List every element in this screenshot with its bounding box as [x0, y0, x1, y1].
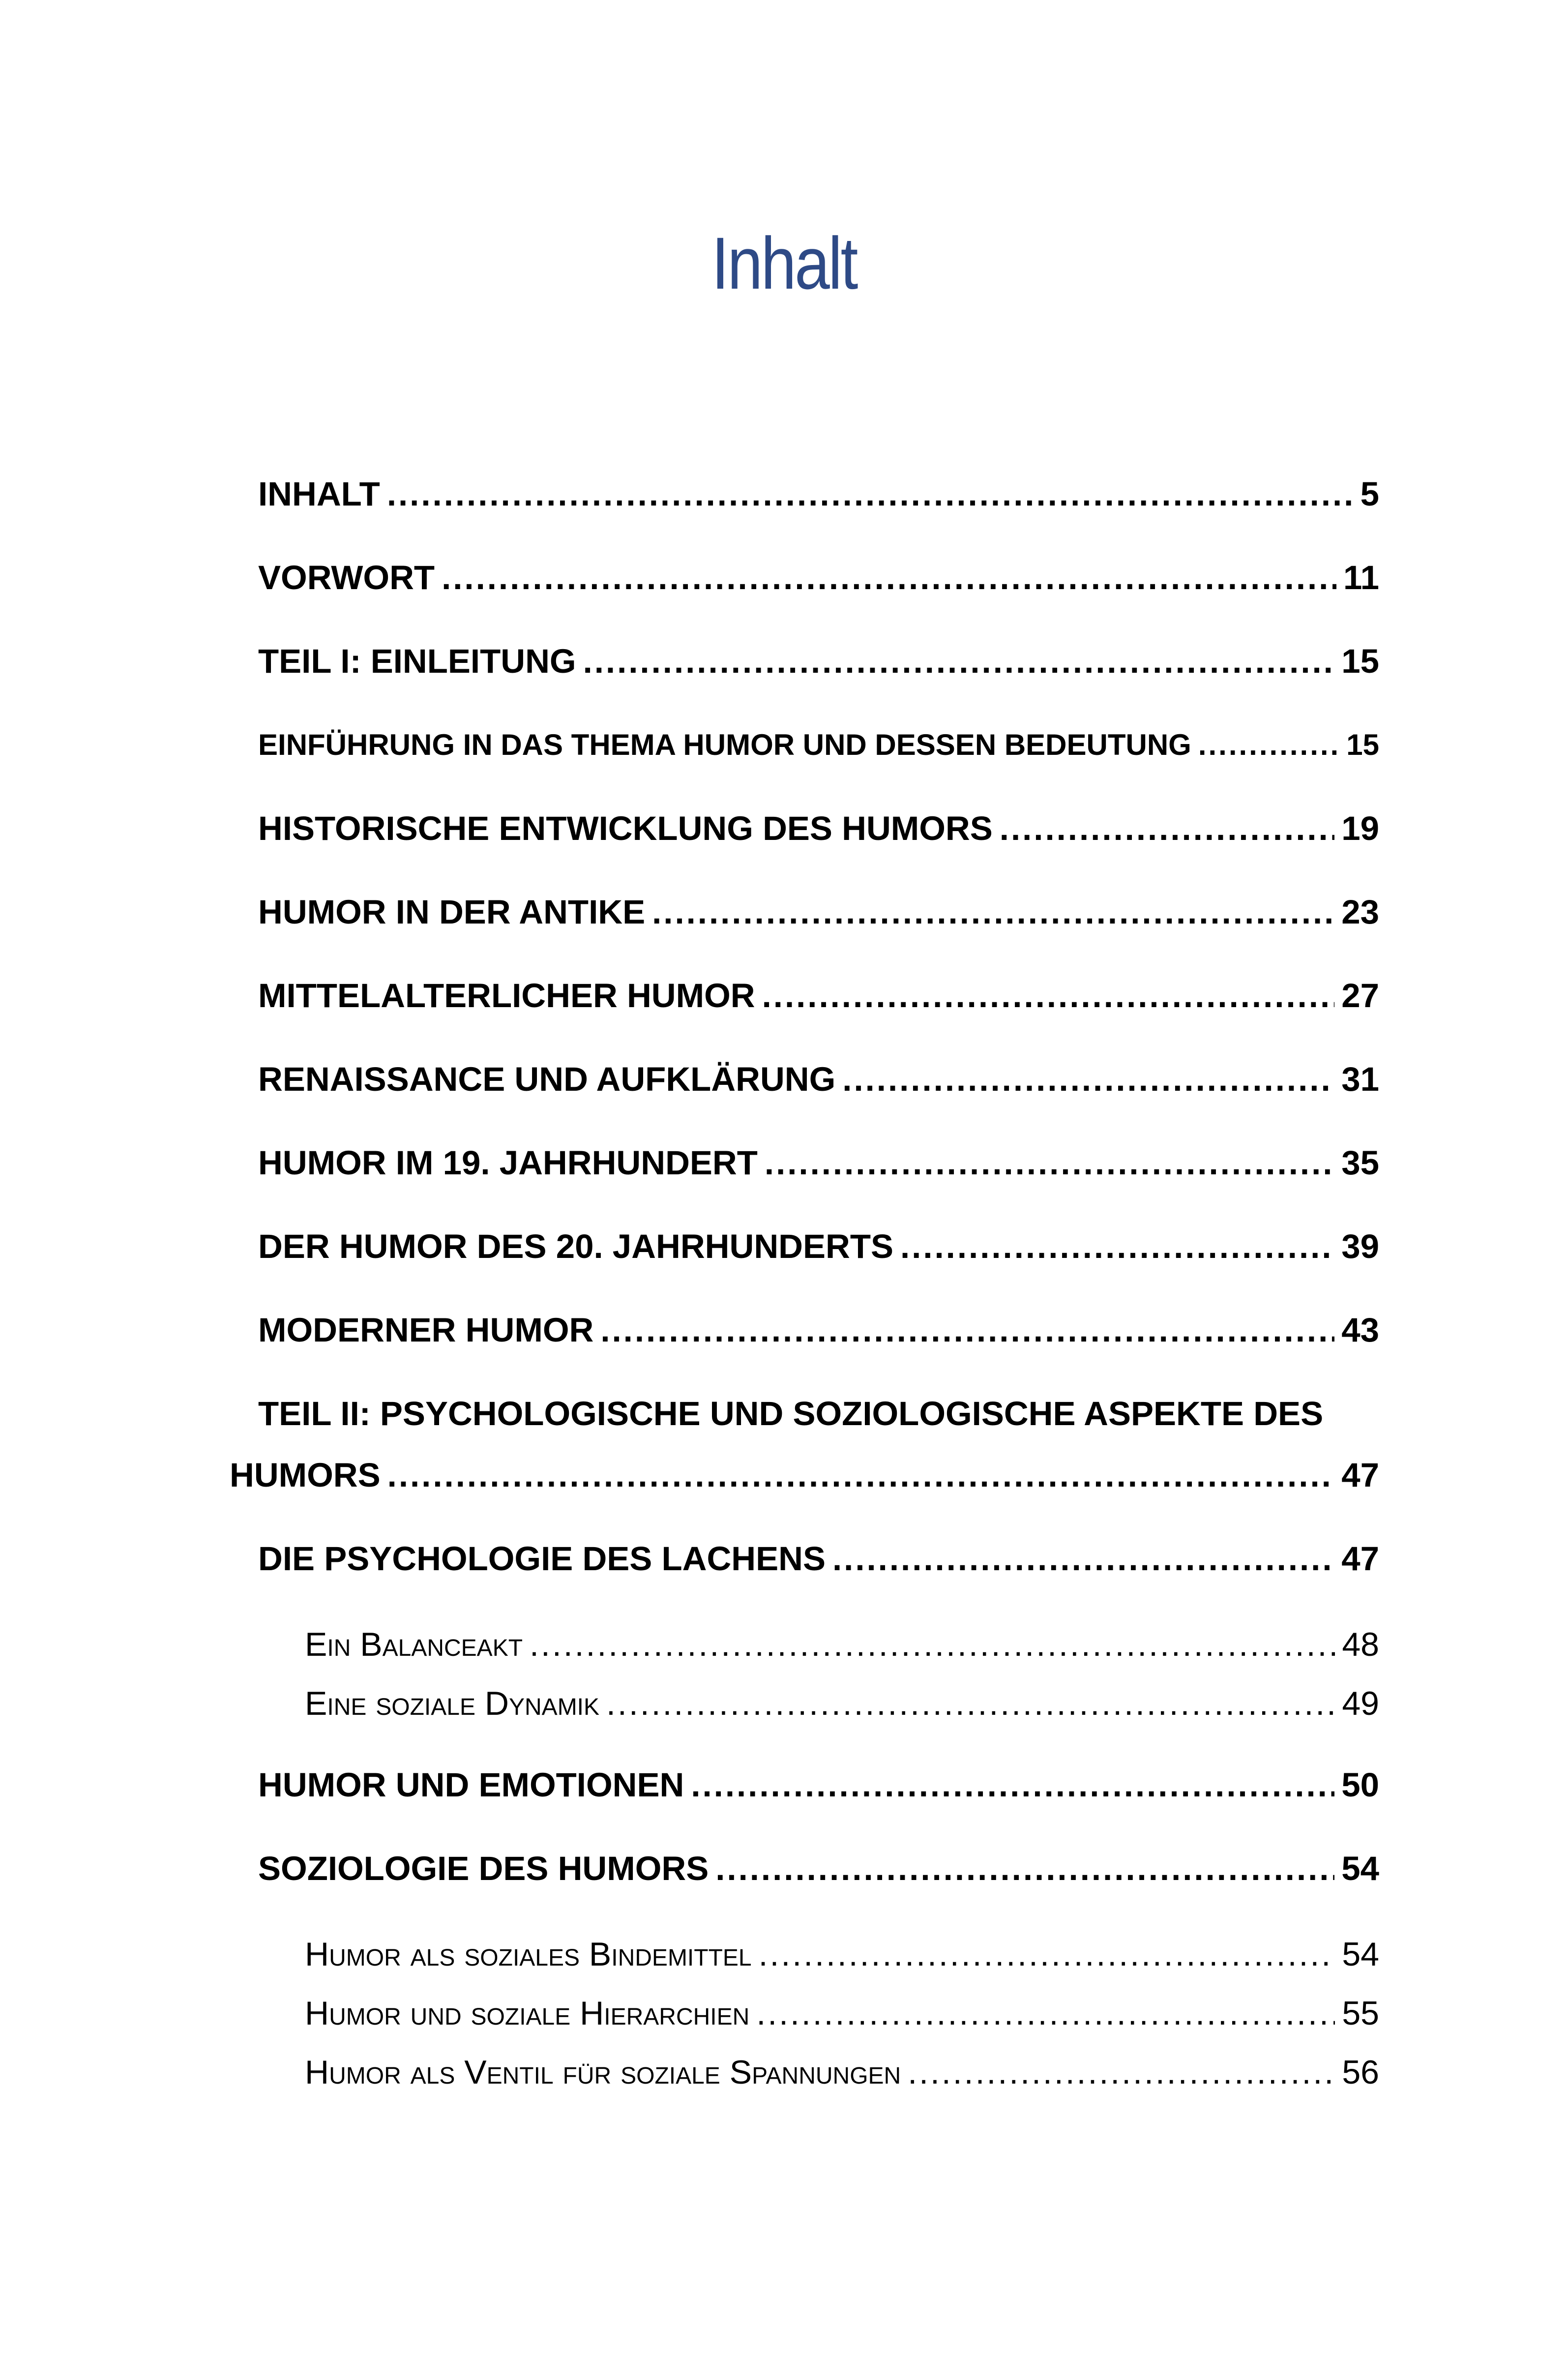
toc-label: DER HUMOR DES 20. JAHRHUNDERTS [258, 1227, 893, 1265]
toc-subentry-soziale-dynamik[interactable] [305, 1684, 1379, 1723]
toc-leader-dots [842, 1060, 1334, 1099]
toc-page-number: 47 [1341, 1540, 1379, 1578]
toc-leader-dots [600, 1311, 1334, 1349]
toc-label: INHALT [258, 475, 380, 513]
toc-leader-dots [387, 475, 1354, 513]
toc-label: RENAISSANCE UND AUFKLÄRUNG [258, 1060, 836, 1098]
toc-label: Humor als soziales Bindemittel [305, 1936, 752, 1973]
toc-entry-inhalt[interactable] [258, 475, 1379, 513]
toc-leader-dots [759, 1935, 1335, 1973]
toc-label: MODERNER HUMOR [258, 1311, 594, 1349]
toc-leader-dots [387, 1456, 1335, 1494]
toc-entry-psychologie-lachen[interactable] [258, 1539, 1379, 1578]
toc-leader-dots [908, 2053, 1335, 2091]
toc-label: EINFÜHRUNG IN DAS THEMA HUMOR UND DESSEN BEDEUTUNG [258, 728, 1191, 761]
toc-leader-dots [442, 558, 1336, 597]
toc-page-number: 50 [1341, 1766, 1379, 1804]
toc-leader-dots [530, 1625, 1335, 1664]
toc-leader-dots [606, 1684, 1335, 1723]
toc-page-number: 35 [1341, 1144, 1379, 1182]
toc-page-number: 55 [1342, 1995, 1379, 2032]
toc-leader-dots [756, 1994, 1335, 2032]
toc-entry-mittelalter[interactable] [258, 976, 1379, 1015]
toc-leader-dots [762, 976, 1335, 1015]
toc-leader-dots [715, 1849, 1334, 1888]
toc-entry-historische-entwicklung[interactable] [258, 809, 1379, 848]
toc-leader-dots [832, 1539, 1334, 1578]
toc-entry-teil-2[interactable] [230, 1456, 1379, 1494]
toc-entry-19-jahrhundert[interactable] [258, 1143, 1379, 1182]
toc-page-number: 39 [1341, 1227, 1379, 1265]
toc-label: Humor und soziale Hierarchien [305, 1995, 750, 2032]
toc-page-number: 27 [1341, 977, 1379, 1015]
toc-label: DIE PSYCHOLOGIE DES LACHENS [258, 1540, 826, 1578]
toc-page-number: 31 [1341, 1060, 1379, 1098]
toc-page-number: 11 [1343, 559, 1379, 597]
toc-page-number: 54 [1342, 1936, 1379, 1973]
toc-entry-20-jahrhundert[interactable] [258, 1227, 1379, 1266]
toc-entry-vorwort[interactable] [258, 558, 1379, 597]
toc-entry-teil-2-line1[interactable]: TEIL II: PSYCHOLOGISCHE UND SOZIOLOGISCHE ASPEKTE DES [258, 1395, 1324, 1433]
toc-entry-antike[interactable] [258, 893, 1379, 931]
toc-page-number: 15 [1346, 728, 1379, 761]
toc-subentry-hierarchien[interactable] [305, 1994, 1379, 2032]
toc-subentry-bindemittel[interactable] [305, 1935, 1379, 1973]
toc-entry-humor-emotionen[interactable] [258, 1765, 1379, 1804]
toc-label: HISTORISCHE ENTWICKLUNG DES HUMORS [258, 809, 993, 847]
toc-leader-dots [583, 642, 1335, 681]
toc-page-number: 48 [1342, 1626, 1379, 1663]
page-title: Inhalt [711, 222, 857, 304]
toc-page-number: 56 [1342, 2054, 1379, 2091]
toc-label: Eine soziale Dynamik [305, 1685, 600, 1722]
toc-page-number: 23 [1341, 893, 1379, 931]
toc-leader-dots [691, 1765, 1334, 1804]
toc-leader-dots [900, 1227, 1334, 1266]
toc-page-number: 19 [1341, 809, 1379, 847]
toc-page-number: 47 [1341, 1456, 1379, 1494]
toc-entry-soziologie[interactable] [258, 1849, 1379, 1888]
toc-label: HUMOR IM 19. JAHRHUNDERT [258, 1144, 758, 1182]
toc-page-number: 15 [1341, 642, 1379, 680]
toc-entry-moderner-humor[interactable] [258, 1311, 1379, 1349]
toc-page-number: 54 [1341, 1850, 1379, 1887]
toc-label: MITTELALTERLICHER HUMOR [258, 977, 755, 1015]
toc-label: HUMOR UND EMOTIONEN [258, 1766, 684, 1804]
toc-leader-dots [652, 893, 1334, 931]
toc-entry-einfuehrung[interactable] [258, 728, 1379, 762]
toc-label: HUMOR IN DER ANTIKE [258, 893, 646, 931]
toc-leader-dots [765, 1143, 1334, 1182]
toc-label: SOZIOLOGIE DES HUMORS [258, 1850, 709, 1887]
toc-page-number: 49 [1342, 1685, 1379, 1722]
toc-subentry-balanceakt[interactable] [305, 1625, 1379, 1664]
toc-page-number: 43 [1341, 1311, 1379, 1349]
toc-page-number: 5 [1360, 475, 1379, 513]
toc-subentry-ventil[interactable] [305, 2053, 1379, 2091]
toc-label: HUMORS [230, 1456, 381, 1494]
toc-entry-renaissance[interactable] [258, 1060, 1379, 1099]
toc-label: Humor als Ventil für soziale Spannungen [305, 2054, 901, 2091]
toc-label: TEIL I: EINLEITUNG [258, 642, 576, 680]
toc-leader-dots [1000, 809, 1334, 848]
toc-leader-dots [1198, 728, 1339, 762]
toc-label: VORWORT [258, 559, 435, 597]
toc-label: Ein Balanceakt [305, 1626, 523, 1663]
toc-entry-teil-1[interactable] [258, 642, 1379, 681]
